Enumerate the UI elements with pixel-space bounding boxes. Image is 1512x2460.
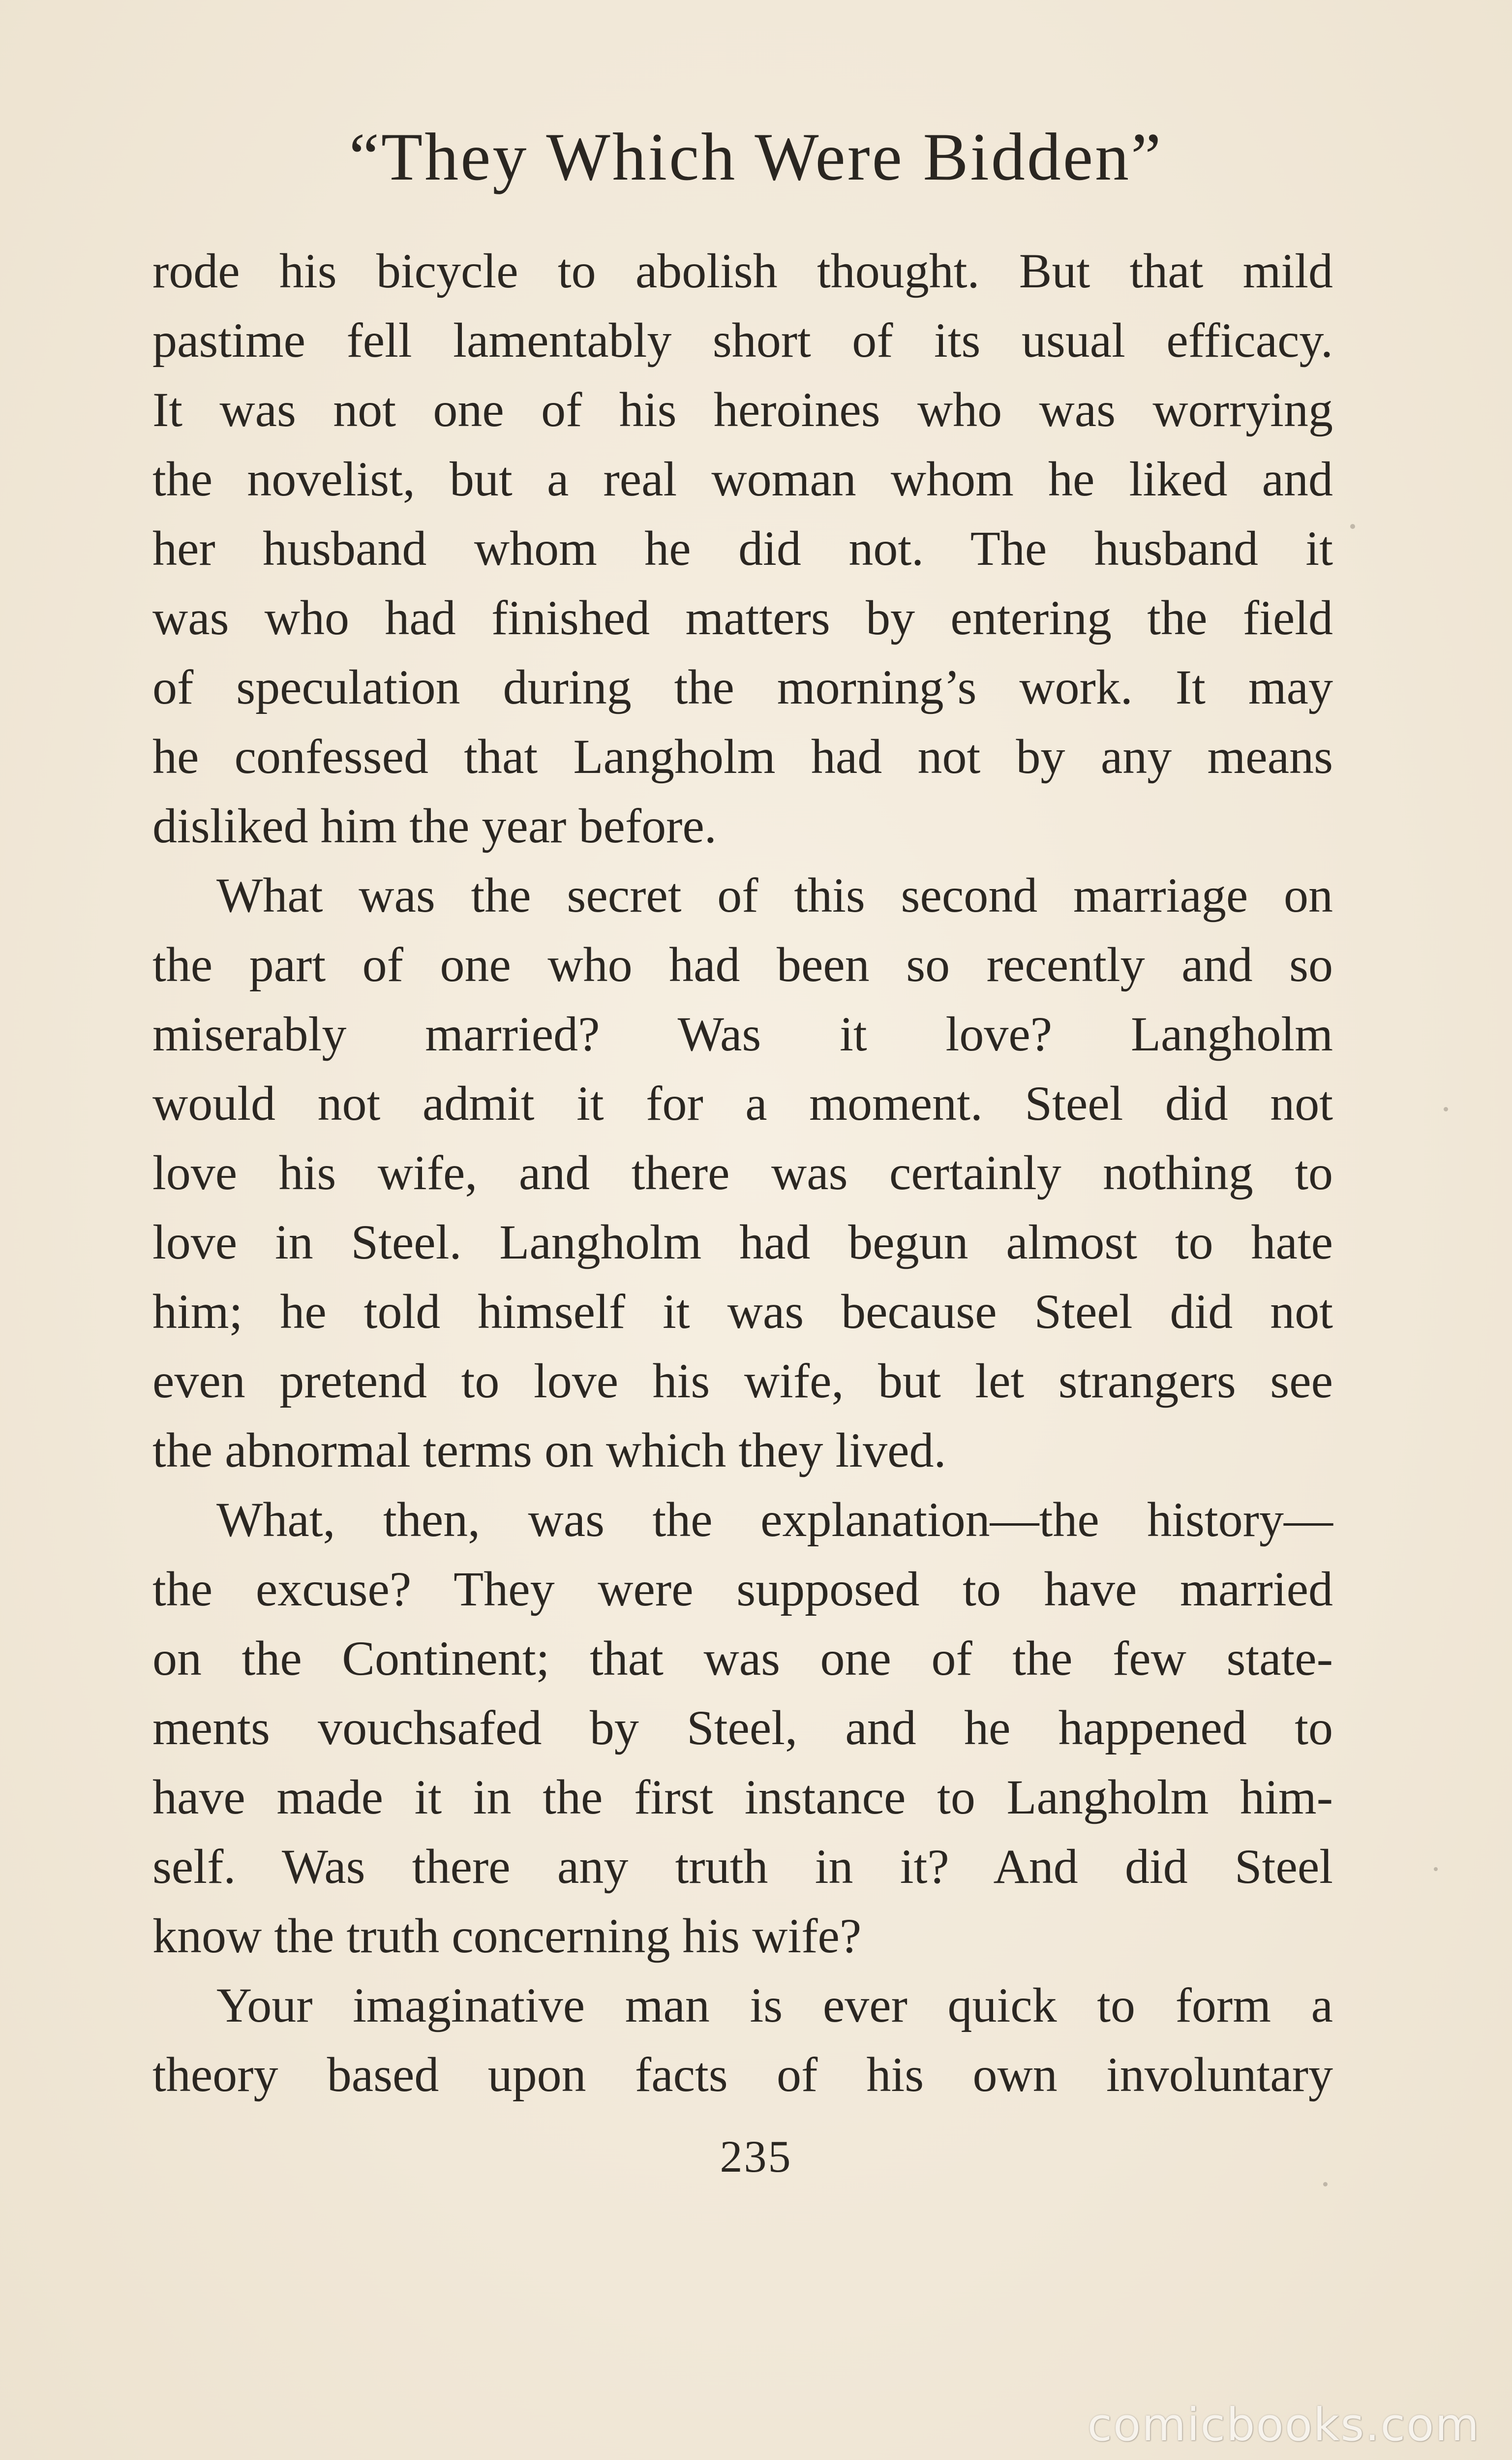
- text-line: have made it in the first instance to Langholm him-: [152, 1770, 1333, 1824]
- text-line: he confessed that Langholm had not by any means: [152, 729, 1333, 784]
- text-line: love his wife, and there was certainly nothing to: [152, 1145, 1333, 1200]
- text-line: ments vouchsafed by Steel, and he happened to: [152, 1700, 1333, 1755]
- text-line: theory based upon facts of his own involuntary: [152, 2047, 1333, 2102]
- text-line: her husband whom he did not. The husband it: [152, 521, 1333, 576]
- text-line: of speculation during the morning’s work. It may: [152, 660, 1333, 714]
- running-head: “They Which Were Bidden”: [349, 119, 1163, 194]
- paragraph-2: [152, 861, 1333, 1485]
- body-text: [152, 236, 1333, 2109]
- text-line: love in Steel. Langholm had begun almost to hate: [152, 1215, 1333, 1269]
- paragraph-3: [152, 1485, 1333, 1970]
- text-line: Your imaginative man is ever quick to form a: [216, 1978, 1333, 2032]
- text-line: What, then, was the explanation—the history—: [216, 1492, 1333, 1547]
- text-line: disliked him the year before.: [152, 799, 717, 853]
- text-line: pastime fell lamentably short of its usual efficacy.: [152, 313, 1333, 368]
- site-watermark: comicbooks.com: [1087, 2398, 1480, 2451]
- page-number: 235: [720, 2131, 792, 2182]
- paragraph-1: [152, 236, 1333, 861]
- print-speck: [1444, 1107, 1448, 1111]
- print-speck: [1350, 524, 1355, 529]
- print-speck: [1323, 2182, 1328, 2186]
- print-speck: [1434, 1867, 1438, 1871]
- text-line: It was not one of his heroines who was worrying: [152, 382, 1333, 437]
- text-line: What was the secret of this second marriage on: [216, 868, 1333, 922]
- text-line: miserably married? Was it love? Langholm: [152, 1007, 1333, 1061]
- text-line: the excuse? They were supposed to have married: [152, 1562, 1333, 1616]
- text-line: even pretend to love his wife, but let strangers see: [152, 1353, 1333, 1408]
- text-line: on the Continent; that was one of the few state-: [152, 1631, 1333, 1686]
- text-line: the part of one who had been so recently and so: [152, 937, 1333, 992]
- text-line: was who had finished matters by entering the field: [152, 590, 1333, 645]
- paragraph-4: [152, 1970, 1333, 2109]
- text-line: the novelist, but a real woman whom he liked and: [152, 452, 1333, 506]
- text-line: self. Was there any truth in it? And did Steel: [152, 1839, 1333, 1894]
- text-line: the abnormal terms on which they lived.: [152, 1423, 946, 1477]
- text-line: would not admit it for a moment. Steel did not: [152, 1076, 1333, 1131]
- text-line: him; he told himself it was because Steel did not: [152, 1284, 1333, 1339]
- text-line: rode his bicycle to abolish thought. But that mild: [152, 244, 1333, 298]
- text-line: know the truth concerning his wife?: [152, 1908, 862, 1963]
